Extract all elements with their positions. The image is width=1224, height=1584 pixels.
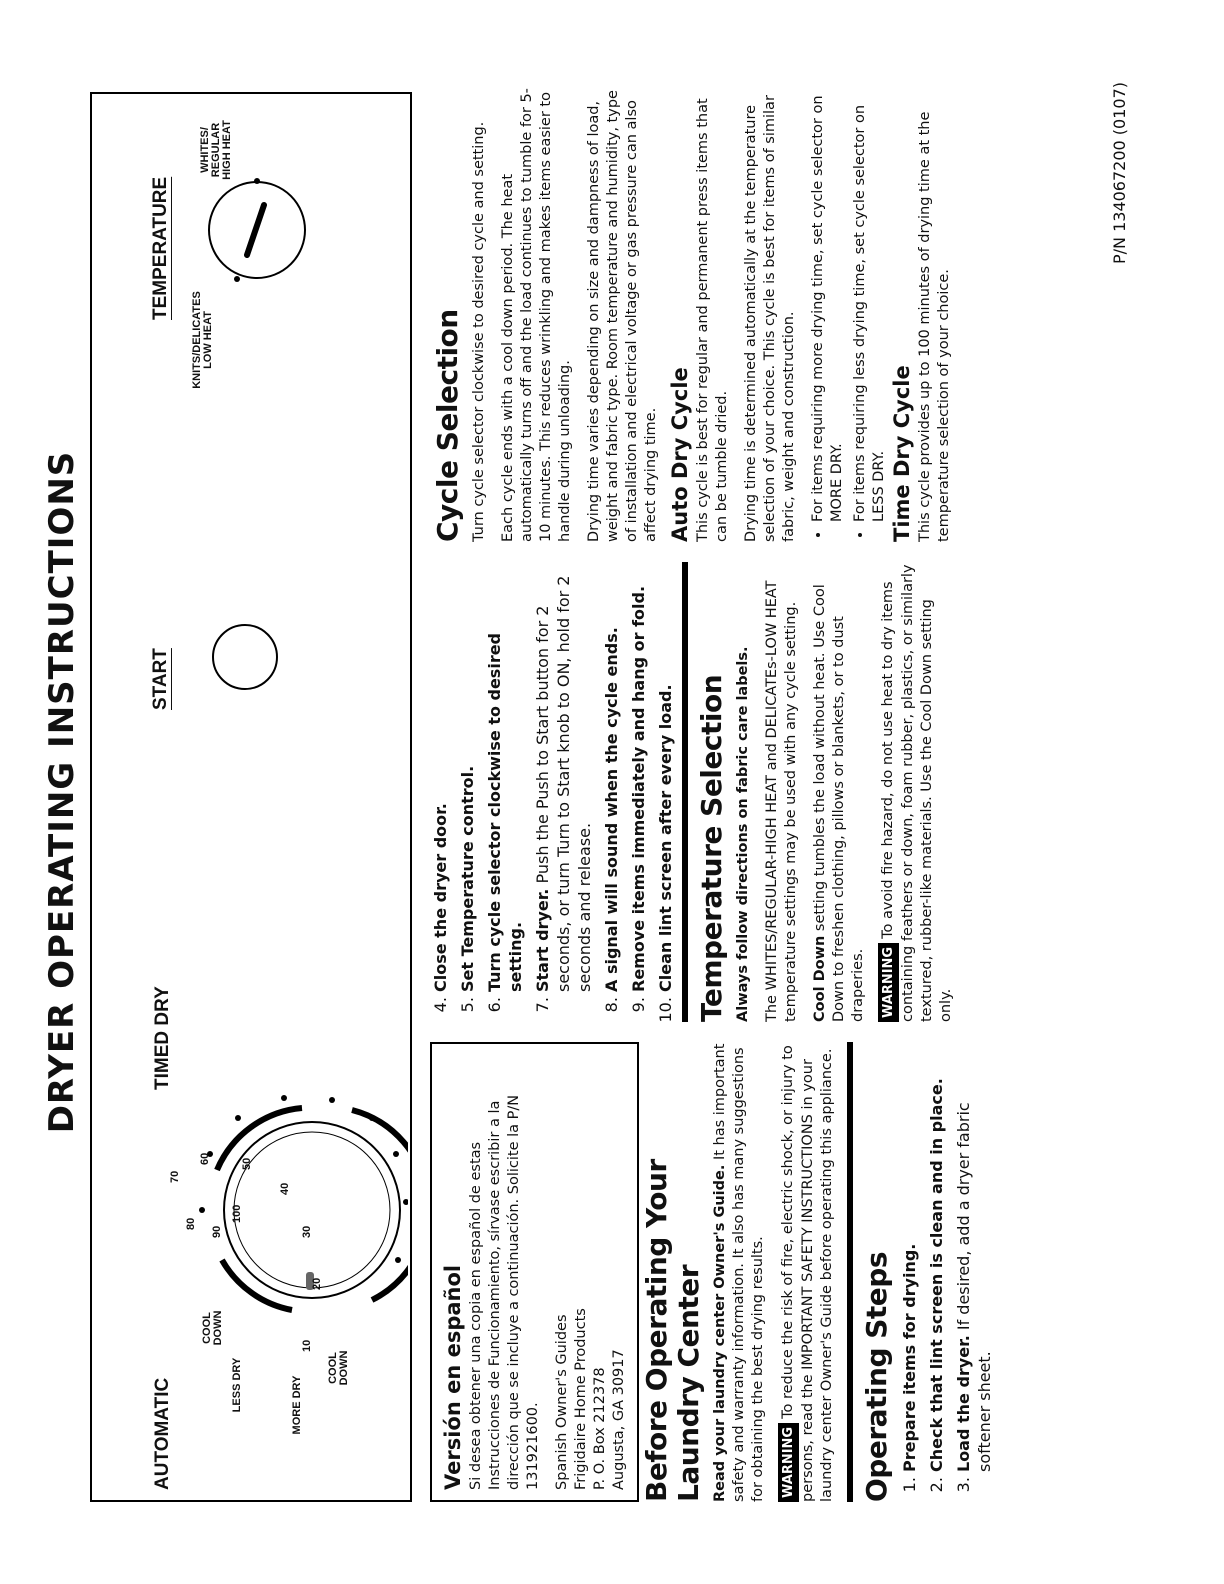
step-4: 4. Close the dryer door. bbox=[430, 562, 451, 992]
steps-list-a bbox=[899, 1042, 995, 1502]
mark-40: 40 bbox=[279, 1182, 291, 1195]
bullet-less-dry: • For items requiring less drying time, set cycle selector on LESS DRY. bbox=[851, 82, 889, 522]
mark-100: 100 bbox=[231, 1204, 243, 1223]
time-dry-heading: Time Dry Cycle bbox=[890, 365, 914, 542]
whites-regular-label: WHITES/ REGULAR HIGH HEAT bbox=[199, 120, 233, 180]
divider bbox=[847, 1042, 853, 1502]
cycle-p3: Drying time varies depending on size and dampness of load, weight and fabric type. Room temperature and humidity, type of installation and electrical voltage or gas pressure can also affect drying time. bbox=[586, 90, 659, 542]
step-9: 9. Remove items immediately and hang or fold. bbox=[628, 562, 649, 992]
temperature-dial[interactable] bbox=[202, 175, 312, 285]
cycle-p1: Turn cycle selector clockwise to desired cycle and setting. bbox=[471, 121, 487, 542]
spanish-box bbox=[430, 1042, 639, 1502]
step-2: 2. Check that lint screen is clean and in place. bbox=[926, 1042, 947, 1472]
automatic-label: AUTOMATIC bbox=[152, 1377, 173, 1490]
part-number: P/N 134067200 (0107) bbox=[1110, 82, 1129, 264]
mark-70: 70 bbox=[169, 1170, 181, 1183]
step-6: 6. Turn cycle selector clockwise to desired setting. bbox=[484, 562, 526, 992]
bullet-more-dry: • For items requiring more drying time, set cycle selector on MORE DRY. bbox=[809, 82, 847, 522]
spanish-address-4: Augusta, GA 30917 bbox=[611, 1349, 627, 1490]
start-button[interactable] bbox=[210, 622, 280, 692]
mark-10: 10 bbox=[301, 1339, 313, 1352]
cycle-heading: Cycle Selection bbox=[431, 309, 464, 542]
knits-delicates-label: KNITS/DELICATES LOW HEAT bbox=[191, 291, 214, 389]
spanish-address-2: Frigidaire Home Products bbox=[573, 1308, 589, 1490]
mark-90: 90 bbox=[211, 1225, 223, 1238]
more-dry-label: MORE DRY bbox=[291, 1375, 303, 1435]
timed-dry-label: TIMED DRY bbox=[152, 986, 173, 1090]
page-title: DRYER OPERATING INSTRUCTIONS bbox=[42, 450, 82, 1134]
mark-30: 30 bbox=[301, 1225, 313, 1238]
spanish-address-1: Spanish Owner's Guides bbox=[554, 1314, 570, 1490]
temperature-heading: Temperature Selection bbox=[695, 674, 728, 1022]
auto-dry-p2: Drying time is determined automatically at the temperature selection of your choice. This cycle is best for items of similar fabric, weight and construction. bbox=[743, 95, 797, 542]
step-1: 1. Prepare items for drying. bbox=[899, 1042, 920, 1472]
cool-down-label-bottom: COOL DOWN bbox=[327, 1350, 350, 1386]
step-5: 5. Set Temperature control. bbox=[457, 562, 478, 992]
before-body: It has important safety and warranty information. It also has many suggestions for obtaining the best drying results. bbox=[712, 1043, 766, 1502]
mark-50: 50 bbox=[241, 1157, 253, 1170]
time-dry-p: This cycle provides up to 100 minutes of drying time at the temperature selection of your choice. bbox=[917, 111, 952, 542]
steps-list-b bbox=[430, 562, 676, 1022]
auto-dry-p1: This cycle is best for regular and permanent press items that can be tumble dried. bbox=[695, 98, 730, 542]
temperature-warning: To avoid fire hazard, do not use heat to dry items containing feathers or down, foam rubber, plastics, or similarly textured, rubber-like materials. Use the Cool Down setting only. bbox=[880, 564, 954, 1022]
warning-badge-2: WARNING bbox=[878, 943, 899, 1022]
step-7: 7. Start dryer. Push the Push to Start button for 2 seconds, or turn Turn to Start knob to ON, hold for 2 seconds and release. bbox=[532, 562, 595, 992]
temperature-p1: The WHITES/REGULAR-HIGH HEAT and DELICATEs-LOW HEAT temperature settings may be used with any cycle setting. bbox=[764, 580, 799, 1022]
column-2 bbox=[430, 562, 966, 1022]
auto-dry-bullets bbox=[809, 82, 889, 542]
column-3 bbox=[430, 82, 964, 542]
before-heading: Before Operating Your Laundry Center bbox=[640, 1159, 705, 1502]
mark-60: 60 bbox=[199, 1152, 211, 1165]
before-warning: To reduce the risk of fire, electric shock, or injury to persons, read the IMPORTANT SAFETY INSTRUCTIONS in your laundry center Owner's Guide before operating this appliance. bbox=[780, 1045, 835, 1502]
temperature-label: TEMPERATURE bbox=[150, 176, 171, 320]
temperature-p2: setting tumbles the load without heat. Use Cool Down to freshen clothing, pillows or blankets, or to dust draperies. bbox=[812, 584, 866, 1022]
cool-down-lead: Cool Down bbox=[812, 935, 828, 1022]
temperature-sub: Always follow directions on fabric care labels. bbox=[735, 646, 751, 1022]
cycle-p2: Each cycle ends with a cool down period. The heat automatically turns off and the load continues to tumble for 5-10 minutes. This reduces wrinkling and makes items easier to handle during unloading. bbox=[500, 88, 573, 542]
warning-badge: WARNING bbox=[778, 1423, 799, 1502]
column-1 bbox=[430, 1042, 1001, 1502]
steps-heading: Operating Steps bbox=[860, 1252, 893, 1502]
control-panel bbox=[90, 92, 412, 1502]
before-lead: Read your laundry center Owner's Guide. bbox=[712, 1164, 728, 1502]
divider bbox=[682, 562, 688, 1022]
spanish-body: Si desea obtener una copia en español de estas Instrucciones de Funcionamiento, sírvase escribir a la dirección que se incluye a continuación. Solicite la P/N 131921600. bbox=[468, 1094, 541, 1490]
mark-20: 20 bbox=[311, 1277, 323, 1290]
step-8: 8. A signal will sound when the cycle ends. bbox=[601, 562, 622, 992]
step-10: 10. Clean lint screen after every load. bbox=[655, 562, 676, 992]
step-3: 3. Load the dryer. If desired, add a dryer fabric softener sheet. bbox=[953, 1042, 995, 1472]
auto-dry-heading: Auto Dry Cycle bbox=[668, 367, 692, 542]
spanish-address-3: P. O. Box 212378 bbox=[592, 1367, 608, 1490]
mark-80: 80 bbox=[185, 1217, 197, 1230]
less-dry-label: LESS DRY bbox=[231, 1357, 243, 1413]
cool-down-label-top: COOL DOWN bbox=[201, 1310, 224, 1346]
start-label: START bbox=[150, 648, 171, 710]
spanish-heading: Versión en español bbox=[441, 1264, 465, 1490]
